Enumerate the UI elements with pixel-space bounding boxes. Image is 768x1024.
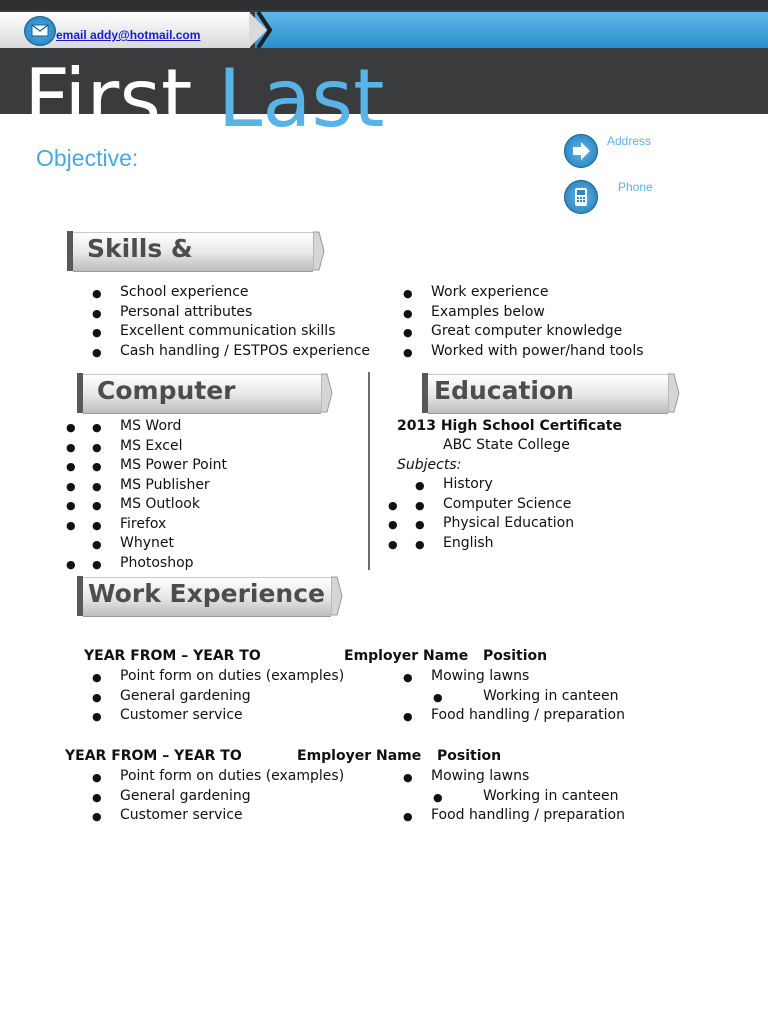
phone-icon xyxy=(564,180,598,214)
skills-banner xyxy=(67,231,325,271)
list-item: ● Working in canteen xyxy=(433,687,619,704)
list-item: ● Food handling / preparation xyxy=(403,807,625,823)
list-item: ● Worked with power/hand tools xyxy=(403,342,644,359)
work-employer: Employer Name xyxy=(297,748,422,764)
work-duties-right xyxy=(403,667,625,726)
list-item: ● Examples below xyxy=(403,303,545,320)
list-item: ● ● MS Publisher xyxy=(66,476,210,493)
list-item: ● ● MS Excel xyxy=(66,437,183,454)
skills-list-left xyxy=(92,283,370,361)
skills-list-right xyxy=(403,283,644,361)
list-item: ● ● MS Outlook xyxy=(66,496,200,512)
chevron-right-icon xyxy=(256,10,272,50)
certificate: 2013 High School Certificate xyxy=(397,418,622,434)
list-item: ● Customer service xyxy=(92,707,243,723)
column-divider xyxy=(368,372,370,570)
list-item: ● General gardening xyxy=(92,787,251,804)
header-top-strip xyxy=(0,0,768,10)
list-item: ● Personal attributes xyxy=(92,303,253,320)
college: ABC State College xyxy=(443,437,570,453)
computer-title: Computer xyxy=(97,376,236,405)
list-item: ● Working in canteen xyxy=(433,787,619,804)
list-item: ● ● Firefox xyxy=(66,515,167,532)
list-item: ● General gardening xyxy=(92,687,251,704)
list-item: ● Whynet xyxy=(92,535,174,551)
computer-list xyxy=(66,417,227,573)
work-position: Position xyxy=(483,648,548,664)
list-item: ● History xyxy=(415,476,493,492)
list-item: ● ● MS Word xyxy=(66,418,182,434)
header-blue-band xyxy=(255,12,768,48)
work-years: YEAR FROM – YEAR TO xyxy=(84,648,261,664)
work-duties-right xyxy=(403,767,625,826)
education-banner xyxy=(422,373,680,413)
list-item: ● ● Photoshop xyxy=(66,554,194,571)
banner-tip xyxy=(331,576,343,616)
banner-tip xyxy=(668,373,680,413)
objective-heading: Objective: xyxy=(36,145,139,171)
email-link[interactable]: email addy@hotmail.com xyxy=(56,28,201,42)
work-duties-left xyxy=(92,767,344,826)
last-name: Last xyxy=(217,52,385,145)
list-item: ● Work experience xyxy=(403,284,549,300)
work-duties-left xyxy=(92,667,344,726)
computer-banner xyxy=(77,373,333,413)
list-item: ● Excellent communication skills xyxy=(92,323,336,339)
banner-tip xyxy=(313,231,325,271)
arrow-right-icon xyxy=(564,134,598,168)
list-item: ● School experience xyxy=(92,284,249,300)
full-name xyxy=(24,54,384,144)
list-item: ● Customer service xyxy=(92,807,243,823)
list-item: ● Point form on duties (examples) xyxy=(92,668,345,684)
first-name: First xyxy=(24,52,193,145)
work-employer: Employer Name xyxy=(344,648,469,664)
address-label: Address xyxy=(607,134,652,148)
list-item: ● ● Computer Science xyxy=(388,495,572,512)
list-item: ● Mowing lawns xyxy=(403,668,530,684)
education-title: Education xyxy=(434,376,574,405)
list-item: ● ● English xyxy=(388,534,494,551)
list-item: ● ● Physical Education xyxy=(388,515,575,531)
skills-title: Skills & xyxy=(87,234,193,263)
list-item: ● Cash handling / ESTPOS experience xyxy=(92,342,371,359)
subjects-list xyxy=(388,475,574,553)
list-item: ● Great computer knowledge xyxy=(403,323,623,339)
subjects-label: Subjects: xyxy=(397,457,462,473)
banner-tip xyxy=(321,373,333,413)
list-item: ● Mowing lawns xyxy=(403,768,530,784)
list-item: ● Point form on duties (examples) xyxy=(92,768,345,784)
work-years: YEAR FROM – YEAR TO xyxy=(65,748,242,764)
work-position: Position xyxy=(437,748,502,764)
list-item: ● Food handling / preparation xyxy=(403,707,625,723)
phone-label: Phone xyxy=(618,180,653,194)
list-item: ● ● MS Power Point xyxy=(66,457,227,473)
work-title: Work Experience xyxy=(88,579,325,608)
envelope-icon xyxy=(24,16,56,46)
work-banner xyxy=(77,576,343,616)
